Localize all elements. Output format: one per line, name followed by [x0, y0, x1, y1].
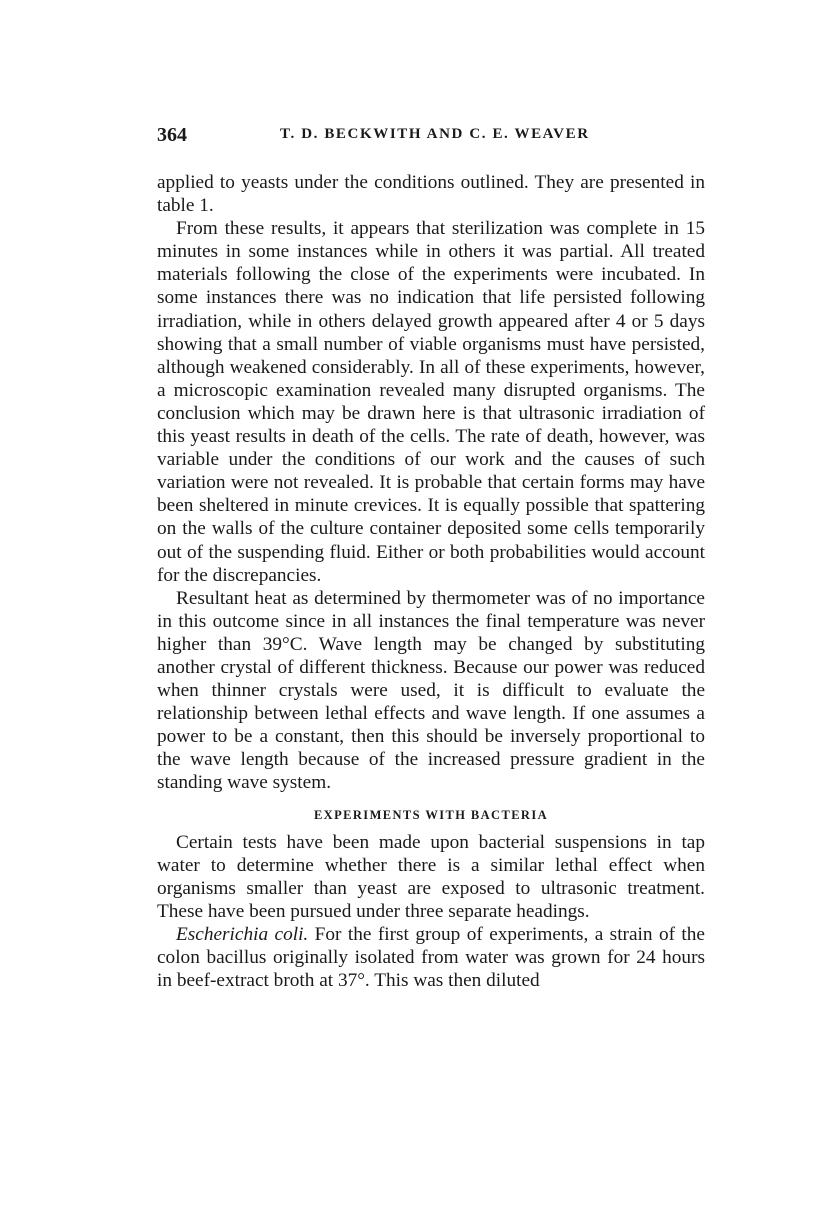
section-heading: EXPERIMENTS WITH BACTERIA	[313, 807, 549, 822]
body-text	[157, 171, 705, 992]
page-number: 364	[157, 124, 187, 146]
paragraph-bacterial-tests: Certain tests have been made upon bacterial suspensions in tap water to determine whether there is a similar lethal effect when organisms smaller than yeast are exposed to ultrasonic treatment. These have been pursued under three separate headings.	[157, 831, 705, 922]
paragraph-continuation: applied to yeasts under the conditions outlined. They are presented in table 1.	[157, 172, 705, 217]
paragraph-sterilization-results: From these results, it appears that sterilization was complete in 15 minutes in some instances while in others it was partial. All treated materials following the close of the experiments were incubated. In some instances there was no indication that life persisted following irradiation, while in others delayed growth appeared after 4 or 5 days showing that a small number of viable organisms must have persisted, although weakened considerably. In all of these experiments, however, a microscopic examination revealed many disrupted organisms. The conclusion which may be drawn here is that ultrasonic irradiation of this yeast results in death of the cells. The rate of death, however, was variable under the conditions of our work and the causes of such variation were not revealed. It is probable that certain forms may have been sheltered in minute crevices. It is equally possible that spattering on the walls of the culture container deposited some cells temporarily out of the suspending fluid. Either or both probabilities would account for the discrepancies.	[157, 218, 705, 586]
running-title: T. D. BECKWITH AND C. E. WEAVER	[280, 126, 590, 142]
species-name: Escherichia coli.	[176, 923, 309, 945]
paragraph-escherichia-coli	[157, 923, 705, 992]
paragraph-resultant-heat: Resultant heat as determined by thermometer was of no importance in this outcome since in all instances the final temperature was never higher than 39°C. Wave length may be changed by substituting another crystal of different thickness. Because our power was reduced when thinner crystals were used, it is difficult to evaluate the relationship between lethal effects and wave length. If one assumes a power to be a constant, then this should be inversely proportional to the wave length because of the increased pressure gradient in the standing wave system.	[157, 587, 705, 794]
paragraph-escherichia-coli-text: For the first group of experiments, a strain of the colon bacillus originally isolated from water was grown for 24 hours in beef-extract broth at 37°. This was then diluted	[157, 923, 705, 992]
running-head	[157, 124, 705, 154]
book-page	[157, 124, 705, 992]
